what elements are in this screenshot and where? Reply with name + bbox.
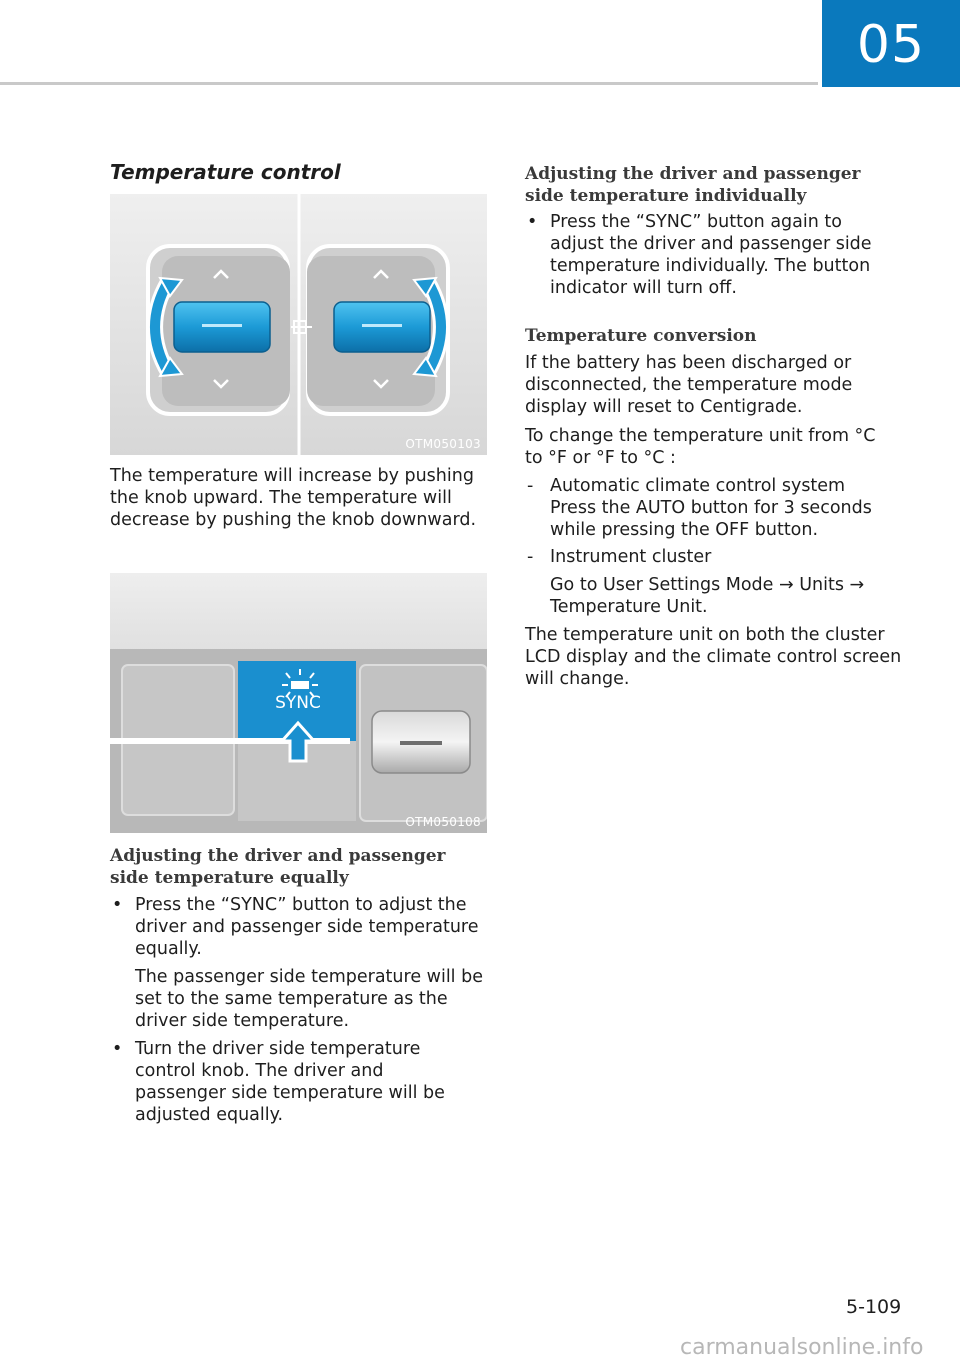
subheading-individual: Adjusting the driver and passenger side temperature individually <box>525 164 861 206</box>
sync-label: SYNC <box>275 693 321 713</box>
dash-mark: - <box>527 476 534 496</box>
paragraph-unit-change: The temperature unit on both the cluster LCD display and the climate control screen will change. <box>525 625 902 689</box>
sync-button-illustration <box>110 573 487 833</box>
list-item-note: The passenger side temperature will be set to the same temperature as the driver side temperature. <box>135 967 483 1031</box>
chapter-tab: 05 <box>822 0 960 87</box>
paragraph-knob-direction: The temperature will increase by pushing the knob upward. The temperature will decrease by pushing the knob downward. <box>110 466 477 530</box>
subheading-equal: Adjusting the driver and passenger side temperature equally <box>110 846 446 888</box>
figure-temperature-knobs <box>110 194 487 455</box>
list-item-text: Turn the driver side temperature control knob. The driver and passenger side temperature will be adjusted equally. <box>135 1039 445 1125</box>
temperature-knobs-illustration <box>110 194 487 455</box>
page-number: 5-109 <box>846 1296 902 1318</box>
paragraph-battery: If the battery has been discharged or disconnected, the temperature mode display will reset to Centigrade. <box>525 353 853 417</box>
footer-watermark: carmanualsonline.info <box>680 1335 924 1360</box>
list-item <box>525 475 890 541</box>
list-item <box>110 1038 480 1126</box>
list-item-text: Automatic climate control system Press the AUTO button for 3 seconds while pressing the OFF button. <box>550 476 872 540</box>
bullet-mark: • <box>112 1039 123 1059</box>
dash-mark: - <box>527 547 534 567</box>
list-item <box>110 894 495 960</box>
header-rule <box>0 82 818 85</box>
list-item-note: Go to User Settings Mode → Units → Temperature Unit. <box>550 575 865 617</box>
list-item-text: Instrument cluster <box>550 547 712 567</box>
bullet-mark: • <box>112 895 123 915</box>
list-item-text: Press the “SYNC” button again to adjust the driver and passenger side temperature individually. The button indicator will turn off. <box>550 212 872 298</box>
list-item-text: Press the “SYNC” button to adjust the driver and passenger side temperature equally. <box>135 895 479 959</box>
paragraph-change-unit: To change the temperature unit from °C to °F or °F to °C : <box>525 426 876 468</box>
figure-sync-button <box>110 573 487 833</box>
figure-code: OTM050103 <box>405 437 481 451</box>
figure-code: OTM050108 <box>405 815 481 829</box>
subheading-conversion: Temperature conversion <box>525 326 757 346</box>
bullet-mark: • <box>527 212 538 232</box>
list-item <box>525 211 895 299</box>
section-title: Temperature control <box>110 160 341 184</box>
list-item <box>525 546 890 568</box>
